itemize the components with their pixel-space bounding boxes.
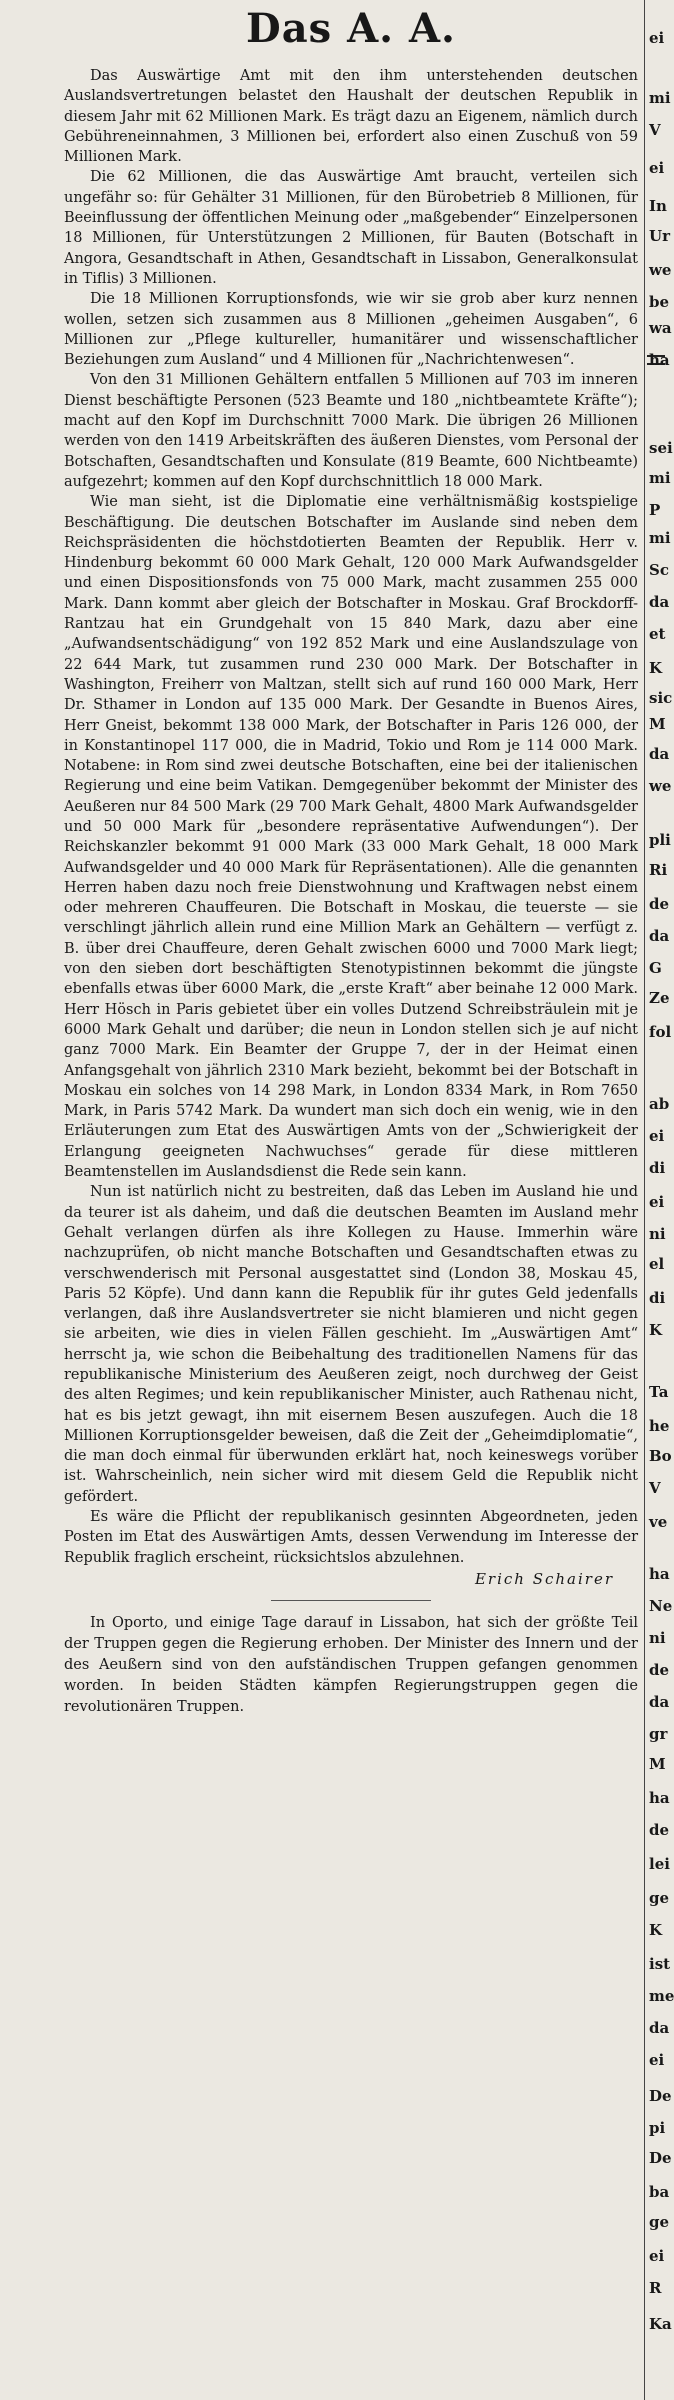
adjacent-column-fragment: di xyxy=(649,1289,666,1307)
adjacent-column-fragment: pi xyxy=(649,2119,666,2137)
adjacent-column-fragment: da xyxy=(649,2019,670,2037)
adjacent-column-fragment: we xyxy=(649,261,672,279)
adjacent-column-fragment: ist xyxy=(649,1955,671,1973)
article-paragraph: Die 62 Millionen, die das Auswärtige Amt braucht, verteilen sich ungefähr so: für Gehälter 31 Millionen, für den Bürobetrieb 8 Millionen, für Beeinflussung der öffentlichen Meinung oder „maßgebender“ Einzelpersonen 18 Millionen, für Unterstützungen 2 Millionen, für Bauten (Botschaft in Angora, Gesandtschaft in Athen, Gesandtschaft in Lissabon, Generalkonsulat in Tiflis) 3 Millionen. xyxy=(64,169,638,287)
adjacent-column-fragment: wa xyxy=(649,319,672,337)
adjacent-column-fragment: ei xyxy=(649,1193,665,1211)
article-paragraph: Es wäre die Pflicht der republikanisch gesinnten Abgeordneten, jeden Posten im Etat des Auswärtigen Amts, dessen Verwendung im Interesse der Republik fraglich erscheint, rücksichtslos abzulehnen. xyxy=(64,1509,638,1566)
adjacent-column-fragment: da xyxy=(649,1693,670,1711)
adjacent-column-fragment: el xyxy=(649,1255,665,1273)
adjacent-column-fragment: Ka xyxy=(649,2315,672,2333)
article-paragraph: Wie man sieht, ist die Diplomatie eine verhältnismäßig kostspielige Beschäftigung. Die deutschen Botschafter im Auslande sind neben dem Reichspräsidenten die höchstdotierten Beamten der Republik. Herr v. Hindenburg bekommt 60 000 Mark Gehalt, 120 000 Mark Aufwandsgelder und einen Dispositionsfonds von 75 000 Mark, macht zusammen 255 000 Mark. Dann kommt aber gleich der Botschafter in Moskau. Graf Brockdorff-Rantzau hat ein Grundgehalt von 15 840 Mark, dazu aber eine „Aufwandsentschädigung“ von 192 852 Mark und eine Auslandszulage von 22 644 Mark, tut zusammen rund 230 000 Mark. Der Botschafter in Washington, Freiherr von Maltzan, stellt sich auf rund 160 000 Mark, Herr Dr. Sthamer in London auf 135 000 Mark. Der Gesandte in Buenos Aires, Herr Gneist, bekommt 138 000 Mark, der Botschafter in Paris 126 000, der in Konstantinopel 117 000, die in Madrid, Tokio und Rom je 114 000 Mark. Notabene: in Rom sind zwei deutsche Botschaften, eine bei der italienischen Regierung und eine beim Vatikan. Demgegenüber bekommt der Minister des Aeußeren nur 84 500 Mark (29 700 Mark Gehalt, 4800 Mark Aufwandsgelder und 50 000 Mark für „besondere repräsentative Aufwendungen“). Der Reichskanzler bekommt 91 000 Mark (33 000 Mark Gehalt, 18 000 Mark Aufwandsgelder und 40 000 Mark für Repräsentationen). Alle die genannten Herren haben dazu noch freie Dienstwohnung und Kraftwagen nebst einem oder mehreren Chauffeuren. Die Botschaft in Moskau, die teuerste — sie verschlingt jährlich allein rund eine Million Mark an Gehältern — verfügt z. B. über drei Chauffeure, deren Gehalt zwischen 6000 und 7000 Mark liegt; von den sieben dort beschäftigten Stenotypistinnen bekommt die jüngste ebenfalls etwas über 6000 Mark, die „erste Kraft“ aber beinahe 12 000 Mark. Herr Hösch in Paris gebietet über ein volles Dutzend Schreibsträulein mit je 6000 Mark Gehalt und darüber; die neun in London stellen sich je auf nicht ganz 7000 Mark. Ein Beamter der Gruppe 7, der in der Heimat einen Anfangsgehalt von jährlich 2310 Mark bezieht, bekommt bei der Botschaft in Moskau ein solches von 14 298 Mark, in London 8334 Mark, in Rom 7650 Mark, in Paris 5742 Mark. Da wundert man sich doch ein wenig, wie in den Erläuterungen zum Etat des Auswärtigen Amts von der „Schwierigkeit der Erlangung geeigneten Nachwuchses“ gerade für diese mittleren Beamtenstellen im Auslandsdienst die Rede sein kann. xyxy=(64,494,638,1181)
adjacent-column-fragment: lei xyxy=(649,1855,670,1873)
adjacent-column-fragment: we xyxy=(649,777,672,795)
article-title: Das A. A. xyxy=(246,5,456,52)
article-paragraph: Die 18 Millionen Korruptionsfonds, wie wir sie grob aber kurz nennen wollen, setzen sich zusammen aus 8 Millionen „geheimen Ausgaben“, 6 Millionen zur „Pflege kultureller, humanitärer und wissenschaftlicher Beziehungen zum Ausland“ und 4 Millionen für „Nachrichtenwesen“. xyxy=(64,291,638,369)
adjacent-column-fragment: sic xyxy=(649,689,673,707)
adjacent-column-fragment: V xyxy=(649,121,661,139)
adjacent-column-fragment: da xyxy=(649,593,670,611)
adjacent-column-fragment: Ta xyxy=(649,1383,669,1401)
adjacent-column-fragment: ni xyxy=(649,1629,666,1647)
adjacent-column-fragment: Sc xyxy=(649,561,669,579)
adjacent-column-fragment: mi xyxy=(649,529,671,547)
adjacent-column-fragment: he xyxy=(649,1417,670,1435)
adjacent-column-fragment: De xyxy=(649,2087,672,2105)
adjacent-column-fragment: ha xyxy=(649,351,670,369)
adjacent-column-fragment: ei xyxy=(649,2051,665,2069)
adjacent-column-fragment: M xyxy=(649,715,666,733)
adjacent-column-fragment: sei xyxy=(649,439,673,457)
section-divider xyxy=(271,1600,431,1601)
adjacent-column-fragment: Bo xyxy=(649,1447,672,1465)
adjacent-column-fragment: Ur xyxy=(649,227,670,245)
adjacent-column-fragment: ei xyxy=(649,2247,665,2265)
adjacent-column-fragment: fol xyxy=(649,1023,672,1041)
adjacent-column-fragment: ge xyxy=(649,1889,670,1907)
adjacent-column-fragment: pli xyxy=(649,831,671,849)
adjacent-column-fragment: ba xyxy=(649,2183,670,2201)
adjacent-column-fragment: da xyxy=(649,745,670,763)
adjacent-column-fragment: de xyxy=(649,895,670,913)
article-body xyxy=(64,66,638,1568)
adjacent-column-fragment: ei xyxy=(649,29,665,47)
news-notice: In Oporto, und einige Tage darauf in Lissabon, hat sich der größte Teil der Truppen gegen die Regierung erhoben. Der Minister des Innern und der des Aeußern sind von den aufständischen Truppen gefangen genommen worden. In beiden Städten kämpfen Regierungstruppen gegen die revolutionären Truppen. xyxy=(64,1614,638,1715)
adjacent-column-fragment: ni xyxy=(649,1225,666,1243)
article-column xyxy=(64,5,638,1718)
adjacent-column-fragment: gr xyxy=(649,1725,668,1743)
adjacent-column-fragment: ve xyxy=(649,1513,668,1531)
adjacent-column-fragment: de xyxy=(649,1821,670,1839)
article-paragraph: Nun ist natürlich nicht zu bestreiten, daß das Leben im Ausland hie und da teurer ist als daheim, und daß die deutschen Beamten im Ausland mehr Gehalt verlangen dürfen als ihre Kollegen zu Hause. Immerhin wäre nachzuprüfen, ob nicht manche Botschaften und Gesandtschaften etwas zu verschwenderisch mit Personal ausgestattet sind (London 38, Moskau 45, Paris 52 Köpfe). Und dann kann die Republik für ihr gutes Geld jedenfalls verlangen, daß ihre Auslandsvertreter sie nicht blamieren und nicht gegen sie arbeiten, wie dies in vielen Fällen geschieht. Im „Auswärtigen Amt“ herrscht ja, wie schon die Beibehaltung des traditionellen Namens für das republikanische Ministerium des Aeußeren zeigt, noch durchweg der Geist des alten Regimes; und kein republikanischer Minister, auch Rathenau nicht, hat es bis jetzt gewagt, ihn mit eisernem Besen auszufegen. Auch die 18 Millionen Korruptionsgelder beweisen, daß die Zeit der „Geheimdiplomatie“, die man doch einmal für überwunden erklärt hat, noch keineswegs vorüber ist. Wahrscheinlich, nein sicher wird mit diesem Geld die Republik nicht gefördert. xyxy=(64,1184,638,1505)
adjacent-column-fragment: et xyxy=(649,625,666,643)
adjacent-column-fragment: be xyxy=(649,293,670,311)
adjacent-column-fragment: G xyxy=(649,959,662,977)
adjacent-column-fragment: P xyxy=(649,501,661,519)
adjacent-column-fragment: mi xyxy=(649,89,671,107)
adjacent-column-fragment: ei xyxy=(649,159,665,177)
adjacent-column-fragment: K xyxy=(649,1321,663,1339)
adjacent-column-fragment: Ze xyxy=(649,989,670,1007)
adjacent-column-fragment: M xyxy=(649,1755,666,1773)
adjacent-column-fragment: ge xyxy=(649,2213,670,2231)
adjacent-column-fragment: ha xyxy=(649,1789,670,1807)
adjacent-column-fragment: di xyxy=(649,1159,666,1177)
author-byline: Erich Schairer xyxy=(474,1569,614,1588)
article-paragraph: Das Auswärtige Amt mit den ihm unterstehenden deutschen Auslandsvertretungen belastet den Haushalt der deutschen Republik in diesem Jahr mit 62 Millionen Mark. Es trägt dazu an Eigenem, nämlich durch Gebühreneinnahmen, 3 Millionen bei, erfordert also einen Zuschuß von 59 Millionen Mark. xyxy=(64,68,638,166)
adjacent-column-fragment: da xyxy=(649,927,670,945)
adjacent-column-fragments xyxy=(644,0,674,2400)
adjacent-column-fragment: Ri xyxy=(649,861,668,879)
adjacent-column-fragment: In xyxy=(649,197,667,215)
adjacent-column-fragment: ha xyxy=(649,1565,670,1583)
adjacent-column-fragment: ei xyxy=(649,1127,665,1145)
adjacent-column-fragment: R xyxy=(649,2279,662,2297)
adjacent-column-fragment: De xyxy=(649,2149,672,2167)
adjacent-column-fragment: K xyxy=(649,659,663,677)
adjacent-column-fragment: V xyxy=(649,1479,661,1497)
adjacent-column-fragment: K xyxy=(649,1921,663,1939)
adjacent-column-fragment: ab xyxy=(649,1095,670,1113)
adjacent-column-fragment: mi xyxy=(649,469,671,487)
adjacent-column-fragment: de xyxy=(649,1661,670,1679)
adjacent-column-fragment: me xyxy=(649,1987,674,2005)
adjacent-column-fragment: Ne xyxy=(649,1597,673,1615)
article-paragraph: Von den 31 Millionen Gehältern entfallen 5 Millionen auf 703 im inneren Dienst beschäftigte Personen (523 Beamte und 180 „nichtbeamtete Kräfte“); macht auf den Kopf im Durchschnitt 7000 Mark. Die übrigen 26 Millionen werden von den 1419 Arbeitskräften des äußeren Dienstes, vom Personal der Botschaften, Gesandtschaften und Konsulate (819 Beamte, 600 Nichtbeamte) aufgezehrt; kommen auf den Kopf durchschnittlich 18 000 Mark. xyxy=(64,372,638,490)
